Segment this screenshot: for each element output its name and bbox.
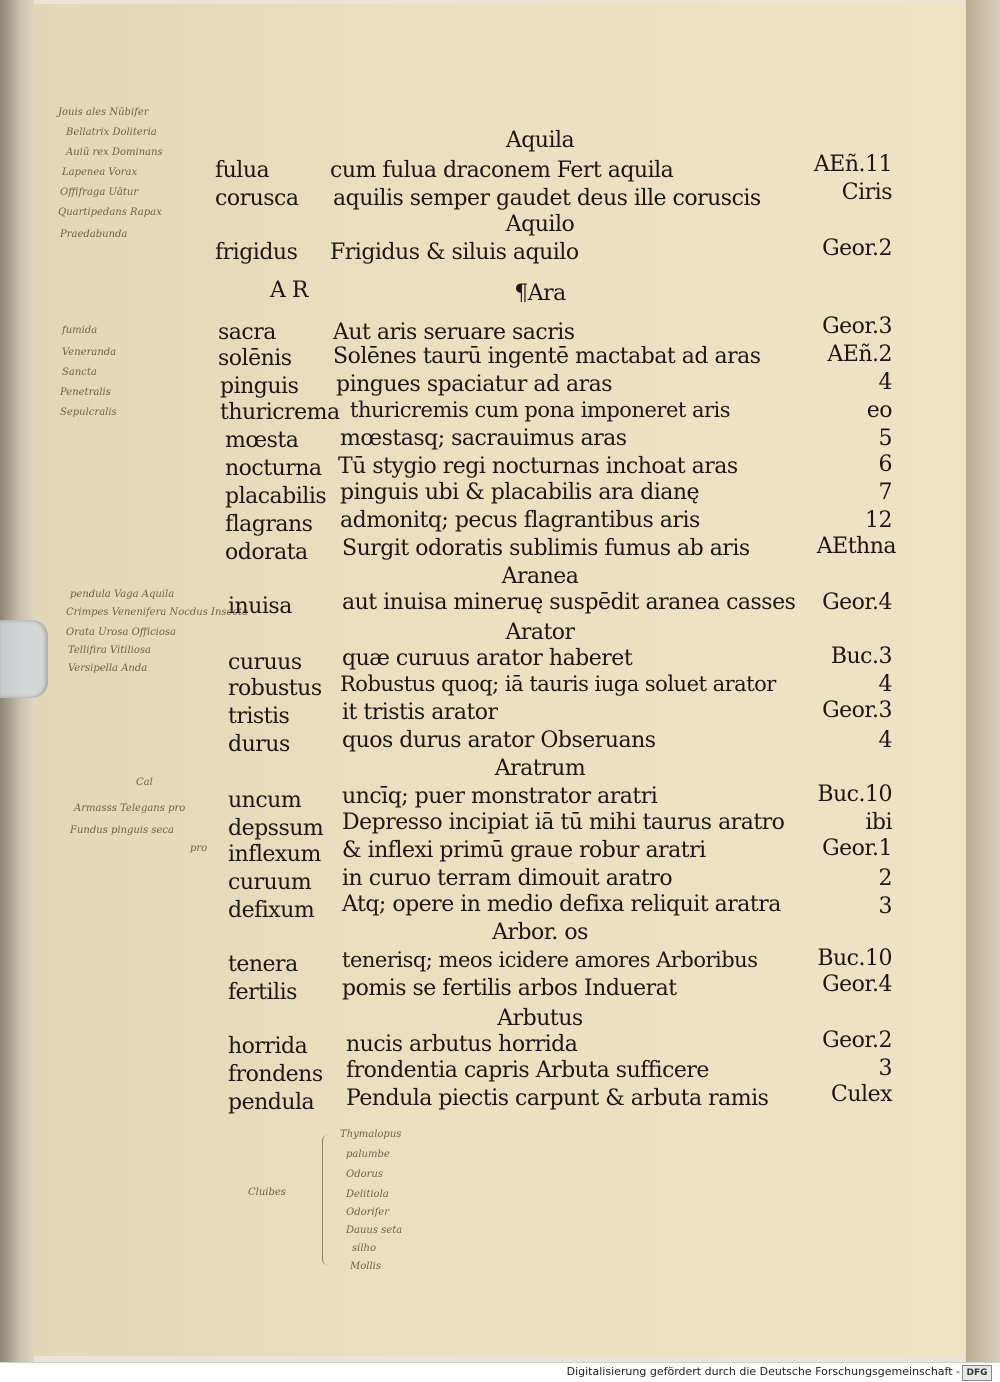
entry-verse: pomis se fertilis arbos Induerat bbox=[342, 976, 677, 1001]
entry-word: pinguis bbox=[220, 374, 299, 399]
marginal-note: Penetralis bbox=[60, 387, 111, 398]
entry-word: fulua bbox=[215, 158, 270, 183]
entry-verse: pinguis ubi & placabilis ara dianę bbox=[340, 480, 700, 505]
footer-bar bbox=[0, 1362, 1000, 1382]
entry-verse: aquilis semper gaudet deus ille coruscis bbox=[333, 186, 761, 211]
entry-ref: 6 bbox=[878, 452, 892, 477]
entry-word: frigidus bbox=[215, 240, 298, 265]
entry-verse: & inflexi primū graue robur aratri bbox=[342, 838, 706, 863]
entry-verse: quæ curuus arator haberet bbox=[342, 646, 633, 671]
marginal-note: Thymalopus bbox=[340, 1129, 402, 1140]
entry-verse: admonitq; pecus flagrantibus aris bbox=[340, 508, 700, 533]
entry-ref: Buc.10 bbox=[817, 782, 892, 807]
entry-verse: it tristis arator bbox=[342, 700, 498, 725]
entry-word: corusca bbox=[215, 186, 299, 211]
entry-ref: Geor.4 bbox=[822, 590, 892, 615]
entry-word: pendula bbox=[228, 1090, 315, 1115]
marginal-note: Dauus seta bbox=[346, 1225, 403, 1236]
section-label: A R bbox=[270, 278, 308, 303]
entry-ref: 5 bbox=[878, 426, 892, 451]
entry-word: frondens bbox=[228, 1062, 323, 1087]
entry-ref: Geor.3 bbox=[822, 698, 892, 723]
entry-word: fertilis bbox=[228, 980, 297, 1005]
entry-word: uncum bbox=[228, 788, 302, 813]
entry-word: solēnis bbox=[218, 346, 292, 371]
marginal-note: Offifraga Uātur bbox=[60, 187, 139, 198]
marginal-note: Tellifira Vitiliosa bbox=[68, 645, 151, 656]
entry-word: curuus bbox=[228, 650, 302, 675]
entry-ref: Geor.3 bbox=[822, 314, 892, 339]
entry-verse: Depresso incipiat iā tū mihi taurus aratro bbox=[342, 810, 785, 835]
entry-verse: Aut aris seruare sacris bbox=[333, 320, 575, 345]
entry-ref: Buc.10 bbox=[817, 946, 892, 971]
entry-ref: Geor.2 bbox=[822, 236, 892, 261]
entry-verse: Frigidus & siluis aquilo bbox=[330, 240, 579, 265]
marginal-note: pendula Vaga Aquila bbox=[70, 589, 175, 600]
marginal-note: Praedabunda bbox=[60, 229, 128, 240]
marginal-note: Versipella Anda bbox=[68, 663, 148, 674]
entry-verse: tenerisq; meos icidere amores Arboribus bbox=[342, 948, 758, 972]
marginal-note: fumida bbox=[62, 325, 98, 336]
entry-ref: AEthna bbox=[816, 534, 896, 559]
entry-word: tristis bbox=[228, 704, 290, 729]
entry-heading: Aratrum bbox=[494, 756, 586, 781]
marginal-note: Sepulcralis bbox=[60, 407, 117, 418]
entry-ref: Geor.1 bbox=[822, 836, 892, 861]
entry-word: placabilis bbox=[225, 484, 327, 509]
marginal-note: Sancta bbox=[62, 367, 97, 378]
entry-verse: thuricremis cum pona imponeret aris bbox=[350, 398, 731, 422]
entry-ref: ibi bbox=[865, 810, 892, 835]
entry-verse: uncīq; puer monstrator aratri bbox=[342, 784, 658, 809]
entry-ref: eo bbox=[866, 398, 892, 423]
next-page-edge bbox=[966, 0, 1000, 1362]
marginal-note: Odorus bbox=[346, 1169, 383, 1180]
entry-ref: 4 bbox=[878, 672, 892, 697]
marginal-note: Orata Urosa Officiosa bbox=[66, 627, 176, 638]
marginal-note: Auiū rex Dominans bbox=[66, 147, 163, 158]
entry-verse: frondentia capris Arbuta sufficere bbox=[346, 1058, 709, 1083]
entry-heading: Arbutus bbox=[497, 1006, 583, 1031]
entry-word: tenera bbox=[228, 952, 298, 977]
marginal-note: Mollis bbox=[350, 1261, 381, 1272]
entry-word: odorata bbox=[225, 540, 308, 565]
entry-verse: mœstasq; sacrauimus aras bbox=[340, 426, 627, 451]
entry-heading: Aquilo bbox=[505, 212, 575, 237]
marginal-note: Armasss Telegans pro bbox=[74, 803, 186, 814]
entry-verse: pingues spaciatur ad aras bbox=[336, 372, 613, 397]
entry-word: defixum bbox=[228, 898, 315, 923]
entry-verse: Tū stygio regi nocturnas inchoat aras bbox=[338, 454, 738, 479]
entry-ref: 3 bbox=[878, 894, 892, 919]
marginal-note: Cal bbox=[136, 777, 153, 788]
entry-word: thuricrema bbox=[220, 400, 340, 425]
marginal-note: palumbe bbox=[346, 1149, 390, 1160]
entry-word: inuisa bbox=[228, 594, 292, 619]
entry-word: horrida bbox=[228, 1034, 308, 1059]
entry-heading: Aquila bbox=[505, 128, 575, 153]
entry-ref: Culex bbox=[831, 1082, 892, 1107]
entry-verse: Atq; opere in medio defixa reliquit aratra bbox=[342, 892, 781, 917]
entry-ref: 3 bbox=[878, 1056, 892, 1081]
entry-ref: Ciris bbox=[841, 180, 892, 205]
entry-verse: quos durus arator Obseruans bbox=[342, 728, 656, 753]
entry-word: nocturna bbox=[225, 456, 322, 481]
entry-ref: AEñ.11 bbox=[813, 152, 892, 177]
entry-verse: Robustus quoq; iā tauris iuga soluet arator bbox=[340, 672, 776, 696]
entry-verse: cum fulua draconem Fert aquila bbox=[330, 158, 674, 183]
entry-verse: aut inuisa mineruę suspēdit aranea casses bbox=[342, 590, 796, 615]
entry-verse: in curuo terram dimouit aratro bbox=[342, 866, 673, 891]
entry-word: curuum bbox=[228, 870, 312, 895]
marginal-note: Jouis ales Nūbifer bbox=[58, 107, 149, 118]
marginal-note: Veneranda bbox=[62, 347, 117, 358]
marginal-note: silho bbox=[352, 1243, 376, 1254]
marginal-note: pro bbox=[190, 843, 208, 854]
entry-verse: Surgit odoratis sublimis fumus ab aris bbox=[342, 536, 750, 561]
marginal-note: Quartipedans Rapax bbox=[58, 207, 162, 218]
marginal-note: Bellatrix Doliteria bbox=[66, 127, 157, 138]
marginal-note: Odorifer bbox=[346, 1207, 389, 1218]
entry-ref: Geor.2 bbox=[822, 1028, 892, 1053]
entry-verse: Pendula piectis carpunt & arbuta ramis bbox=[346, 1086, 769, 1111]
entry-heading: Aranea bbox=[501, 564, 579, 589]
entry-verse: nucis arbutus horrida bbox=[346, 1032, 578, 1057]
entry-word: durus bbox=[228, 732, 290, 757]
marginal-note: Delitiola bbox=[346, 1189, 389, 1200]
entry-ref: Geor.4 bbox=[822, 972, 892, 997]
entry-heading: Arbor. os bbox=[492, 920, 588, 945]
entry-word: mœsta bbox=[225, 428, 299, 453]
marginal-note: Crimpes Venenifera Nocdus Insecta bbox=[66, 607, 249, 618]
entry-word: depssum bbox=[228, 816, 324, 841]
entry-word: inflexum bbox=[228, 842, 321, 867]
marginal-note: Lapenea Vorax bbox=[62, 167, 138, 178]
marginal-note: Fundus pinguis seca bbox=[70, 825, 174, 836]
entry-ref: 4 bbox=[878, 370, 892, 395]
entry-ref: 4 bbox=[878, 728, 892, 753]
entry-ref: Buc.3 bbox=[830, 644, 892, 669]
dfg-logo-icon: DFG bbox=[962, 1365, 992, 1381]
entry-verse: Solēnes taurū ingentē mactabat ad aras bbox=[333, 344, 761, 369]
entry-ref: AEñ.2 bbox=[827, 342, 892, 367]
entry-ref: 2 bbox=[878, 866, 892, 891]
entry-ref: 7 bbox=[878, 480, 892, 505]
entry-heading: Arator bbox=[505, 620, 575, 645]
entry-word: flagrans bbox=[225, 512, 313, 537]
marginal-bracket bbox=[322, 1135, 331, 1265]
marginal-note: Cluibes bbox=[248, 1187, 286, 1198]
entry-ref: 12 bbox=[865, 508, 892, 533]
entry-heading: ¶Ara bbox=[514, 281, 566, 306]
entry-word: sacra bbox=[218, 320, 276, 345]
funding-credit: Digitalisierung gefördert durch die Deutsche Forschungsgemeinschaft - bbox=[566, 1365, 960, 1378]
entry-word: robustus bbox=[228, 676, 322, 701]
